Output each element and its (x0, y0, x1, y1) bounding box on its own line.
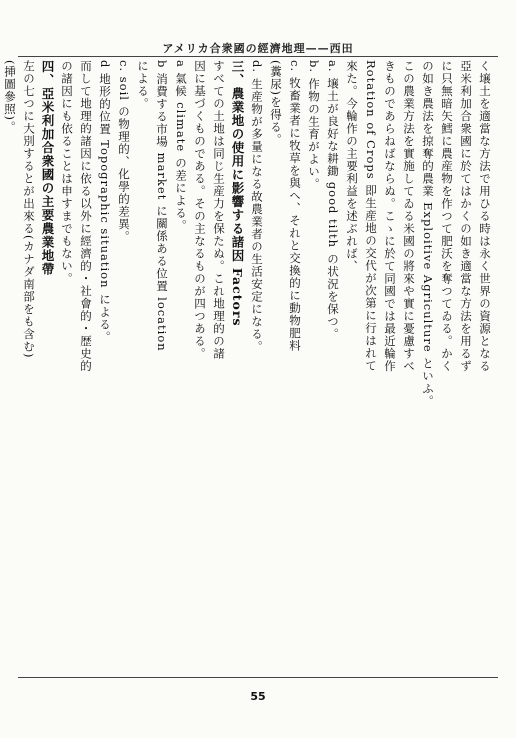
list-item-d: d. 生産物が多量になる故農業者の生活安定になる。 (250, 60, 264, 353)
text-line: 而して地理的諸因に依る以外に經濟的・社會的・歴史的 (79, 60, 93, 373)
list-item-c-cont: (糞尿)を得る。 (269, 60, 283, 146)
text-line: すべての土地は同じ生産力を保たぬ。これ地理的の諸 (212, 60, 226, 360)
text-line: に只無暗矢鱈に農産物を作つて肥沃を奪つてゐる。かく (440, 60, 454, 373)
text-line: 來た。今輪作の主要利益を述ぶれば、 (345, 60, 359, 273)
text-line: く壌土を適當な方法で用ひる時は永く世界の資源となる (478, 60, 492, 373)
section-heading-3: 三、農業地の使用に影響する諸因 Factors (230, 60, 245, 327)
text-line: の諸因にも依ることは申すまでもない。 (60, 60, 74, 285)
text-line: きものであらねばならぬ。こゝに於て同國では最近輪作 (383, 60, 397, 373)
factor-item-b: b 消費する市場 market に關係ある位置 location (155, 60, 169, 352)
factor-item-a: a 氣候 climate の差による。 (174, 60, 188, 232)
factor-item-b-cont: による。 (136, 60, 150, 110)
page-number: 55 (250, 690, 266, 703)
text-line: 左の七つに大別するとが出來る(カナダ南部をも含む) (22, 60, 36, 359)
factor-item-d: d 地形的位置 Topographic situation による。 (98, 60, 112, 344)
list-item-a: a. 壌土が良好な耕鋤 good tilth の状況を保つ。 (326, 60, 340, 341)
running-header: アメリカ合衆國の經濟地理——西田 (162, 42, 354, 55)
text-line: Rotation of Crops 即生産地の交代が次第に行はれて (364, 60, 378, 372)
list-item-c: c. 牧畜業者に牧草を與へ、それと交換的に動物肥料 (288, 60, 302, 352)
text-line: の如き農法を掠奪的農業 Exploitive Agriculture といふ。 (421, 60, 435, 408)
vertical-body-text (3, 60, 494, 672)
text-line: この農業方法を實施してゐる米國の將來や實に憂慮すべ (402, 60, 416, 373)
factor-item-c: c. soil の物理的、化學的差異。 (117, 60, 131, 244)
text-line: 因に基づくものである。その主なるものが四つある。 (193, 60, 207, 360)
section-heading-4: 四、亞米利加合衆國の主要農業地帶 (40, 60, 55, 276)
text-line: (挿圖參照)。 (3, 60, 17, 134)
list-item-b: b. 作物の生育がよい。 (307, 60, 321, 191)
text-line: 亞米利加合衆國に於てはかくの如き適當な方法を用るず (459, 60, 473, 373)
